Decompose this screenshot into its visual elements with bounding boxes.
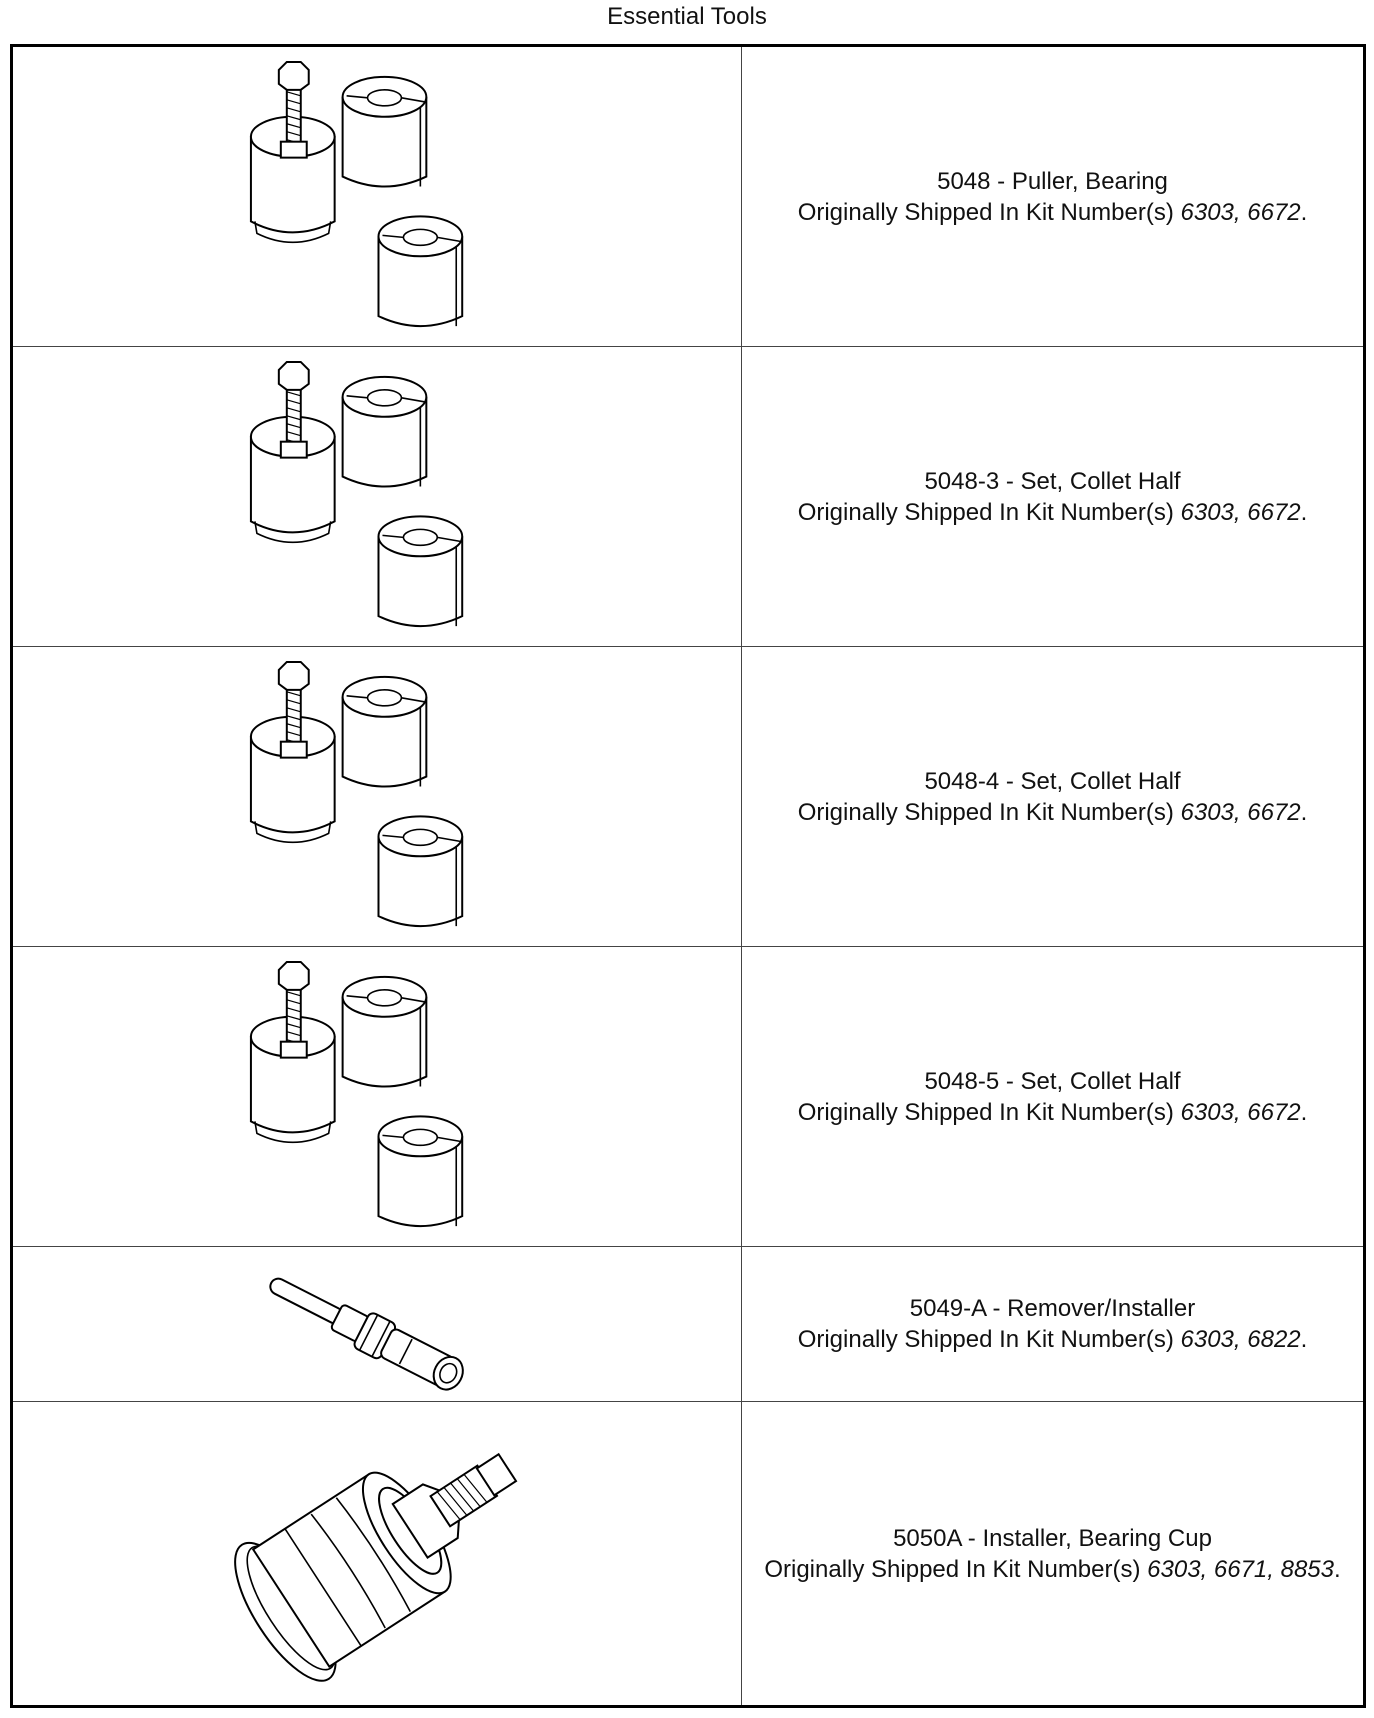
kit-numbers: 6303, 6822 [1180, 1326, 1301, 1353]
tool-image-cell [13, 47, 742, 346]
kit-suffix: . [1300, 798, 1308, 826]
kit-line [798, 1097, 1308, 1128]
kit-prefix: Originally Shipped In Kit Number(s) [797, 798, 1181, 826]
kit-prefix: Originally Shipped In Kit Number(s) [797, 1098, 1181, 1126]
collet-half-set-icon [13, 947, 741, 1246]
tool-description [742, 647, 1363, 946]
kit-suffix: . [1300, 198, 1308, 226]
bearing-cup-installer-icon [13, 1402, 741, 1705]
tool-row [13, 647, 1363, 947]
kit-line [798, 797, 1308, 828]
tool-description [742, 1402, 1363, 1705]
tool-row [13, 1402, 1363, 1705]
tool-row [13, 347, 1363, 647]
bearing-puller-icon [13, 47, 741, 346]
tool-name: 5048-4 - Set, Collet Half [924, 767, 1181, 795]
kit-prefix: Originally Shipped In Kit Number(s) [764, 1555, 1148, 1583]
tool-image-cell [13, 347, 742, 646]
kit-line [798, 497, 1308, 528]
page-title: Essential Tools [607, 3, 767, 30]
tool-row [13, 947, 1363, 1247]
tool-description [742, 47, 1363, 346]
kit-suffix: . [1300, 498, 1308, 526]
tool-description [742, 1247, 1363, 1401]
tools-table [10, 44, 1366, 1708]
tool-name: 5048-5 - Set, Collet Half [924, 1067, 1181, 1095]
tool-image-cell [13, 1402, 742, 1705]
tool-name: 5050A - Installer, Bearing Cup [893, 1524, 1212, 1552]
collet-half-set-icon [13, 647, 741, 946]
kit-numbers: 6303, 6671, 8853 [1147, 1555, 1334, 1583]
tool-name: 5048-3 - Set, Collet Half [924, 467, 1181, 495]
kit-numbers: 6303, 6672 [1180, 798, 1301, 826]
tool-image-cell [13, 1247, 742, 1401]
tool-row [13, 47, 1363, 347]
kit-numbers: 6303, 6672 [1180, 498, 1301, 526]
tool-name: 5049-A - Remover/Installer [909, 1295, 1196, 1322]
kit-suffix: . [1300, 1326, 1308, 1353]
tool-description [742, 947, 1363, 1246]
tool-description [742, 347, 1363, 646]
kit-line [798, 1324, 1308, 1355]
kit-line [798, 197, 1308, 228]
tool-name: 5048 - Puller, Bearing [937, 167, 1168, 195]
kit-prefix: Originally Shipped In Kit Number(s) [797, 498, 1181, 526]
kit-numbers: 6303, 6672 [1180, 198, 1301, 226]
tool-row [13, 1247, 1363, 1402]
collet-half-set-icon [13, 347, 741, 646]
kit-suffix: . [1334, 1555, 1341, 1583]
kit-suffix: . [1300, 1098, 1308, 1126]
kit-line [764, 1554, 1340, 1585]
tool-image-cell [13, 647, 742, 946]
tool-image-cell [13, 947, 742, 1246]
remover-installer-icon [13, 1247, 741, 1401]
kit-numbers: 6303, 6672 [1180, 1098, 1301, 1126]
kit-prefix: Originally Shipped In Kit Number(s) [797, 198, 1181, 226]
kit-prefix: Originally Shipped In Kit Number(s) [797, 1326, 1181, 1353]
